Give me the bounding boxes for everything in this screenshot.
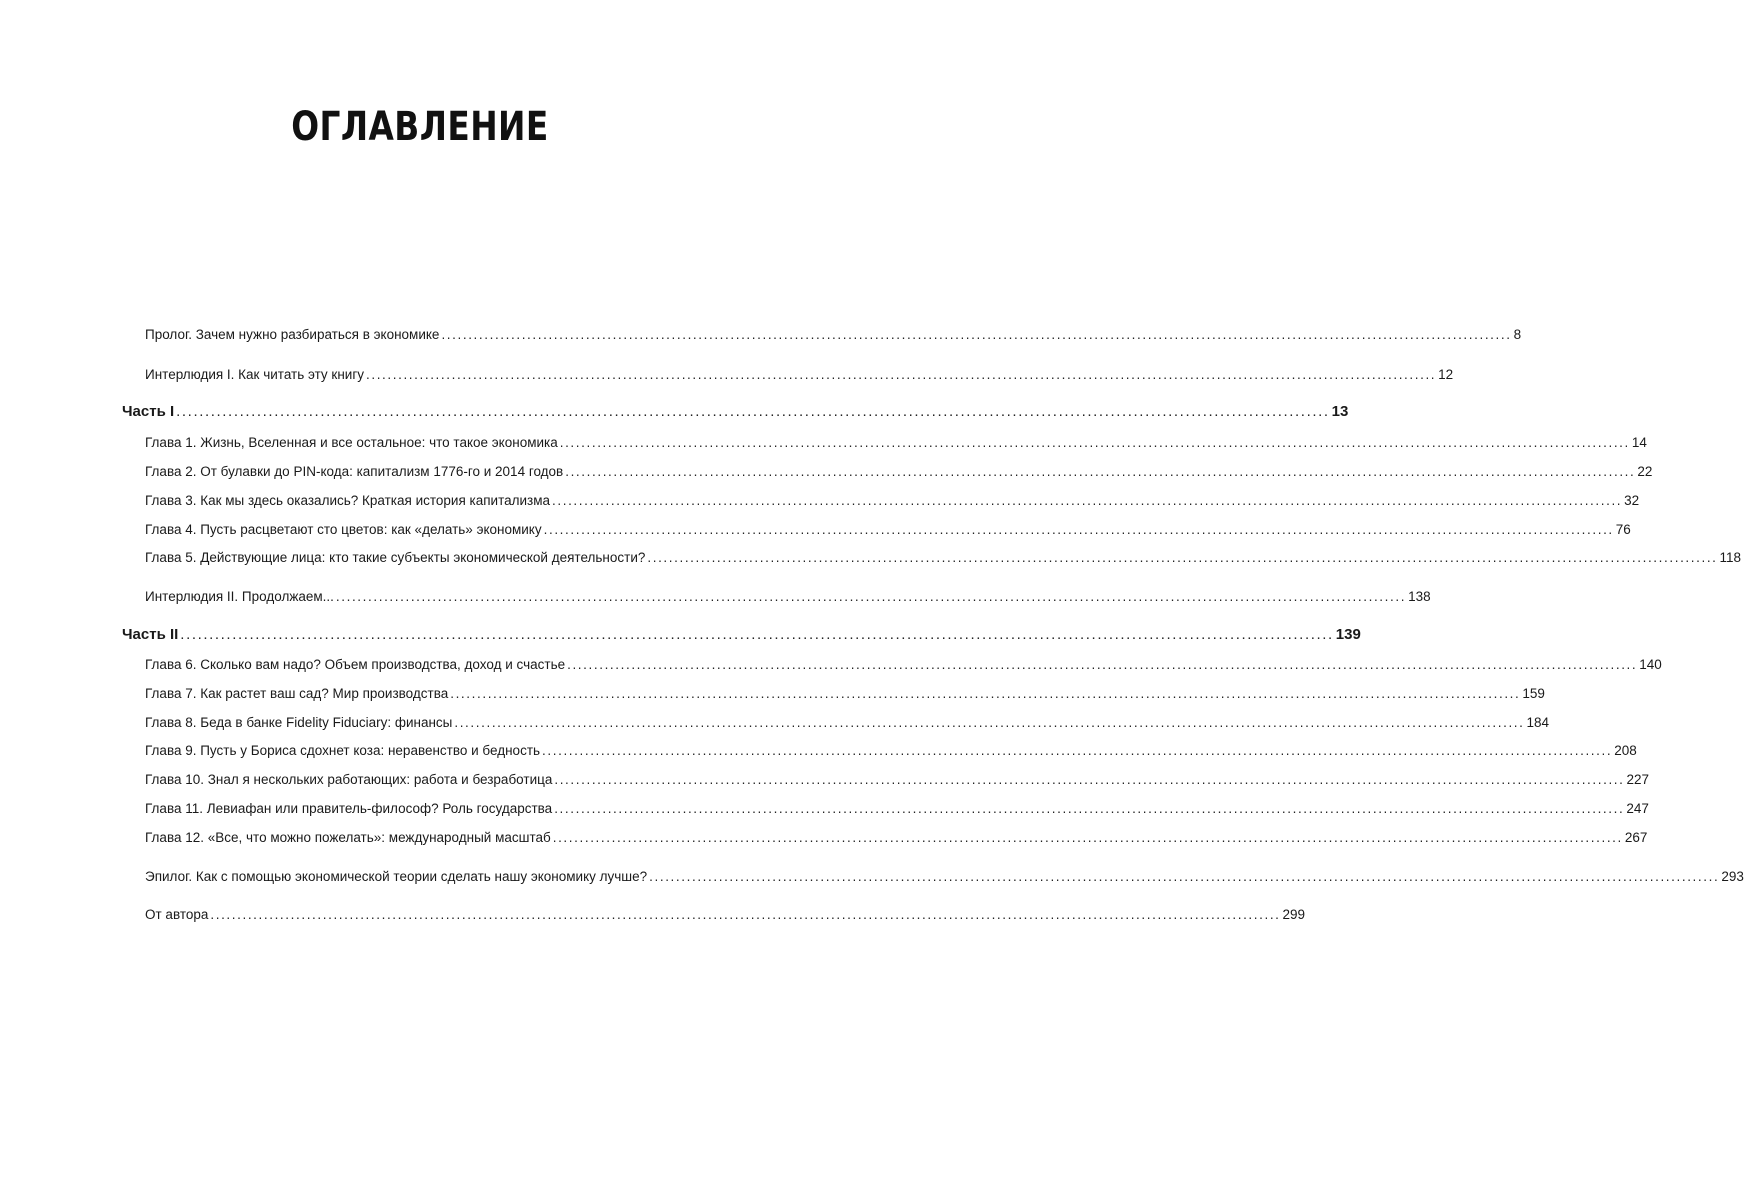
toc-entry-page: 138 bbox=[1408, 589, 1431, 604]
toc-entry-page: 159 bbox=[1522, 686, 1545, 701]
dot-leader: ........................................................................................................................................................................................................ bbox=[559, 435, 1630, 450]
toc-entry-label: Глава 4. Пусть расцветают сто цветов: как «делать» экономику bbox=[145, 522, 542, 537]
toc-entry-page: 32 bbox=[1624, 493, 1640, 508]
dot-leader: ........................................................................................................................................................................................................ bbox=[335, 589, 1407, 604]
dot-leader: ........................................................................................................................................................................................................ bbox=[366, 367, 1437, 382]
toc-entry-label: Глава 3. Как мы здесь оказались? Краткая история капитализма bbox=[145, 493, 551, 508]
dot-leader: ........................................................................................................................................................................................................ bbox=[649, 869, 1720, 884]
toc-entry-page: 299 bbox=[1282, 907, 1306, 922]
toc-entry-label: Интерлюдия I. Как читать эту книгу bbox=[145, 367, 364, 382]
toc-entry-chapter-5[interactable] bbox=[145, 549, 1742, 567]
toc-entry-chapter-8[interactable] bbox=[145, 714, 1550, 732]
toc-entry-chapter-6[interactable] bbox=[145, 656, 1662, 674]
toc-entry-page: 208 bbox=[1614, 743, 1637, 758]
toc-entry-page: 76 bbox=[1615, 522, 1631, 537]
toc-entry-chapter-3[interactable] bbox=[145, 492, 1640, 510]
toc-entry-part-1[interactable] bbox=[122, 403, 1349, 421]
dot-leader: ........................................................................................................................................................................................................ bbox=[554, 801, 1625, 816]
toc-entry-chapter-9[interactable] bbox=[145, 742, 1637, 760]
toc-entry-prologue[interactable] bbox=[145, 326, 1522, 344]
dot-leader: ........................................................................................................................................................................................................ bbox=[176, 403, 1330, 420]
toc-entry-interlude-1[interactable] bbox=[145, 366, 1454, 384]
toc-entry-label: Пролог. Зачем нужно разбираться в экономике bbox=[145, 327, 440, 342]
toc-entry-page: 13 bbox=[1331, 403, 1349, 420]
toc-entry-label: Глава 8. Беда в банке Fidelity Fiduciary: финансы bbox=[145, 715, 453, 730]
page-title: ОГЛАВЛЕНИЕ bbox=[291, 104, 549, 150]
toc-entry-page: 8 bbox=[1513, 327, 1522, 342]
dot-leader: ........................................................................................................................................................................................................ bbox=[542, 743, 1613, 758]
toc-entry-chapter-7[interactable] bbox=[145, 685, 1545, 703]
dot-leader: ........................................................................................................................................................................................................ bbox=[647, 550, 1718, 565]
toc-entry-label: Интерлюдия II. Продолжаем... bbox=[145, 589, 334, 604]
toc-entry-chapter-1[interactable] bbox=[145, 434, 1647, 452]
dot-leader: ........................................................................................................................................................................................................ bbox=[567, 657, 1638, 672]
toc-entry-page: 247 bbox=[1626, 801, 1649, 816]
toc-entry-part-2[interactable] bbox=[122, 626, 1361, 644]
dot-leader: ........................................................................................................................................................................................................ bbox=[543, 522, 1614, 537]
dot-leader: ........................................................................................................................................................................................................ bbox=[441, 327, 1512, 342]
toc-entry-page: 118 bbox=[1719, 550, 1742, 565]
toc-entry-page: 140 bbox=[1639, 657, 1662, 672]
toc-entry-label: Глава 7. Как растет ваш сад? Мир производства bbox=[145, 686, 449, 701]
toc-entry-chapter-11[interactable] bbox=[145, 800, 1649, 818]
toc-entry-label: Часть I bbox=[122, 403, 175, 420]
toc-entry-label: Глава 5. Действующие лица: кто такие субъекты экономической деятельности? bbox=[145, 550, 646, 565]
toc-entry-chapter-2[interactable] bbox=[145, 463, 1653, 481]
toc-entry-page: 184 bbox=[1526, 715, 1550, 730]
toc-entry-label: Глава 10. Знал я нескольких работающих: работа и безработица bbox=[145, 772, 553, 787]
toc-entry-chapter-10[interactable] bbox=[145, 771, 1650, 789]
toc-entry-interlude-2[interactable] bbox=[145, 588, 1431, 606]
toc-entry-label: От автора bbox=[145, 907, 209, 922]
toc-entry-chapter-12[interactable] bbox=[145, 829, 1648, 847]
dot-leader: ........................................................................................................................................................................................................ bbox=[180, 626, 1334, 643]
toc-entry-page: 293 bbox=[1721, 869, 1744, 884]
dot-leader: ........................................................................................................................................................................................................ bbox=[554, 772, 1625, 787]
dot-leader: ........................................................................................................................................................................................................ bbox=[565, 464, 1636, 479]
dot-leader: ........................................................................................................................................................................................................ bbox=[454, 715, 1525, 730]
dot-leader: ........................................................................................................................................................................................................ bbox=[210, 907, 1281, 922]
toc-entry-chapter-4[interactable] bbox=[145, 521, 1631, 539]
toc-entry-label: Часть II bbox=[122, 626, 179, 643]
toc-entry-from-author[interactable] bbox=[145, 906, 1306, 924]
toc-entry-epilogue[interactable] bbox=[145, 868, 1744, 886]
toc-entry-page: 14 bbox=[1631, 435, 1647, 450]
toc-entry-page: 12 bbox=[1438, 367, 1454, 382]
toc-entry-label: Глава 9. Пусть у Бориса сдохнет коза: неравенство и бедность bbox=[145, 743, 541, 758]
toc-entry-label: Глава 11. Левиафан или правитель-философ? Роль государства bbox=[145, 801, 553, 816]
toc-entry-page: 139 bbox=[1335, 626, 1361, 643]
dot-leader: ........................................................................................................................................................................................................ bbox=[552, 830, 1623, 845]
toc-entry-label: Глава 2. От булавки до PIN-кода: капитализм 1776-го и 2014 годов bbox=[145, 464, 564, 479]
toc-entry-page: 22 bbox=[1637, 464, 1653, 479]
dot-leader: ........................................................................................................................................................................................................ bbox=[450, 686, 1521, 701]
dot-leader: ........................................................................................................................................................................................................ bbox=[552, 493, 1623, 508]
toc-entry-page: 227 bbox=[1626, 772, 1650, 787]
toc-entry-page: 267 bbox=[1624, 830, 1648, 845]
toc-entry-label: Глава 1. Жизнь, Вселенная и все остальное: что такое экономика bbox=[145, 435, 558, 450]
toc-entry-label: Глава 12. «Все, что можно пожелать»: международный масштаб bbox=[145, 830, 551, 845]
toc-entry-label: Глава 6. Сколько вам надо? Объем производства, доход и счастье bbox=[145, 657, 566, 672]
toc-entry-label: Эпилог. Как с помощью экономической теории сделать нашу экономику лучше? bbox=[145, 869, 648, 884]
